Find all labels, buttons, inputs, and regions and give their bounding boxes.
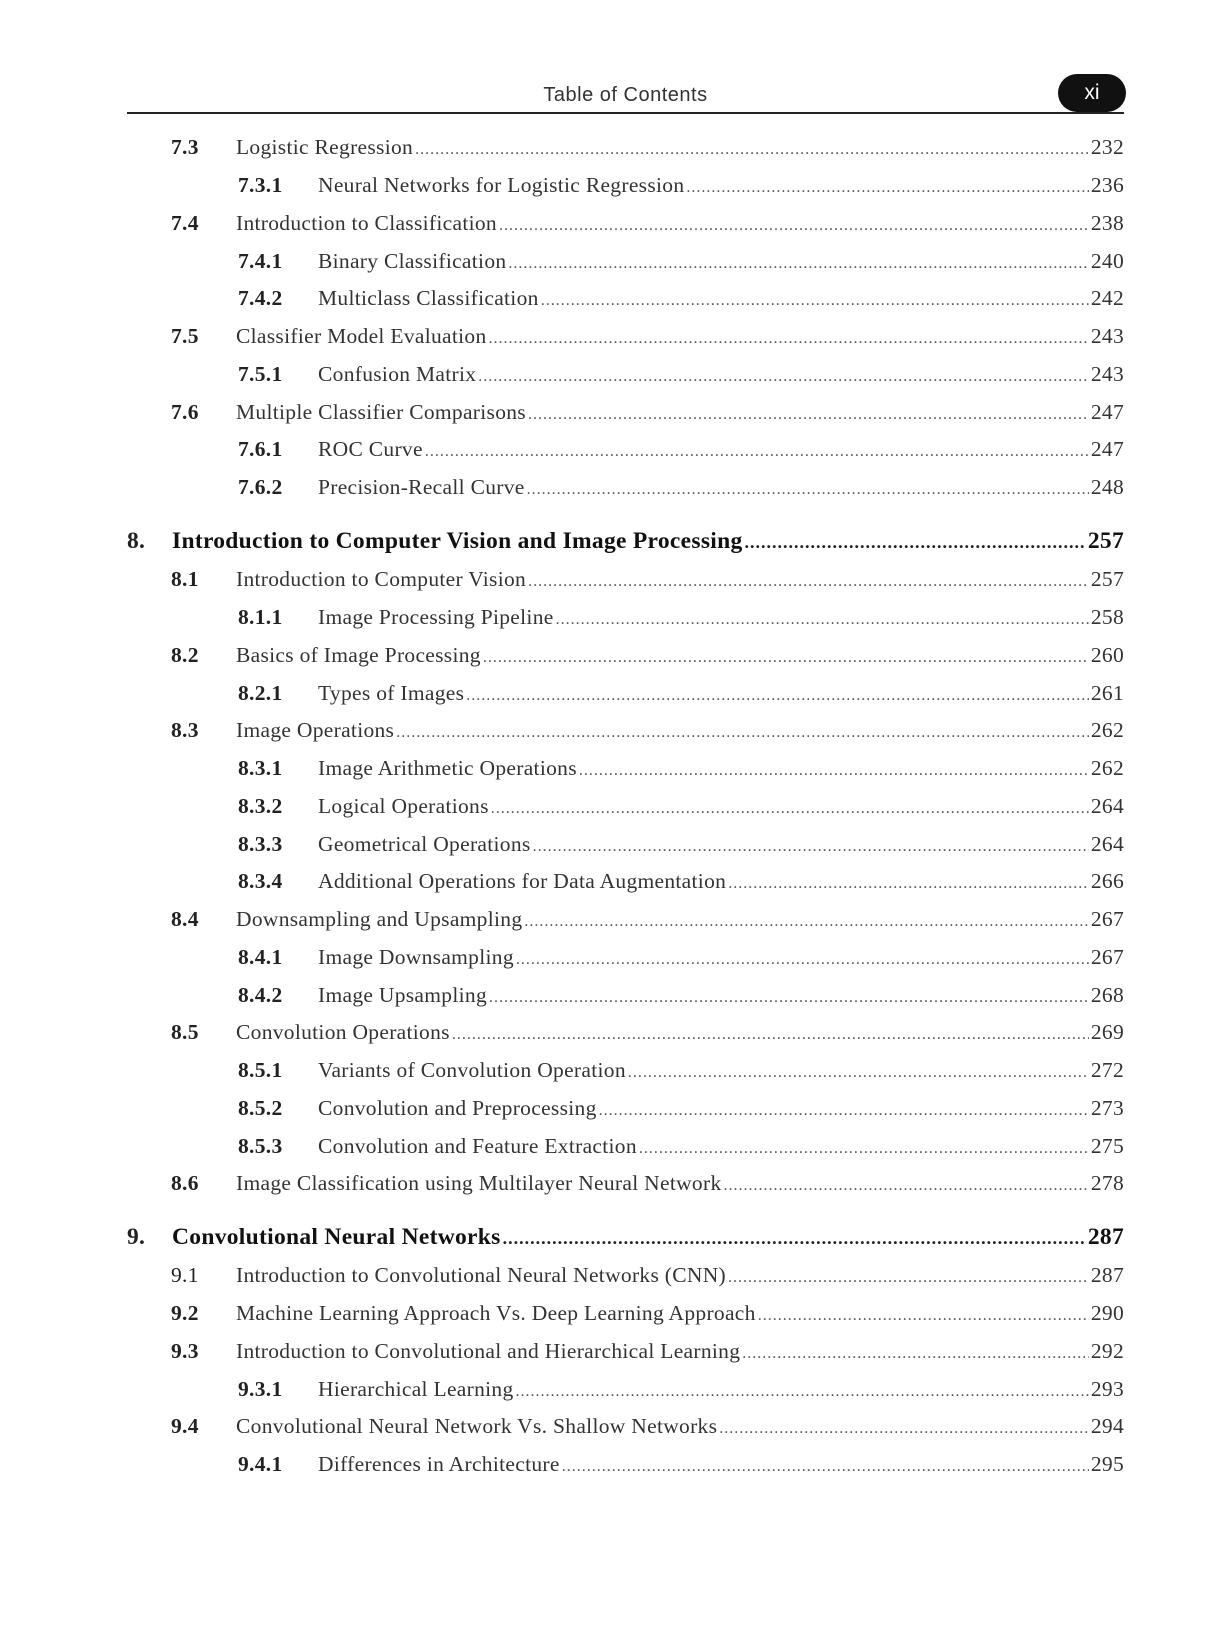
toc-entry-number: 7.3.1 xyxy=(238,173,283,197)
toc-entry-number: 9.4.1 xyxy=(238,1452,283,1476)
toc-entry-title: Confusion Matrix xyxy=(318,362,477,386)
toc-entry-title: Image Operations xyxy=(236,718,395,742)
toc-entry-number: 7.6.2 xyxy=(238,475,283,499)
toc-entry-number: 7.5 xyxy=(171,324,199,348)
dot-leader xyxy=(491,800,1089,818)
toc-entry-number: 7.6.1 xyxy=(238,437,283,461)
toc-entry-page: 264 xyxy=(1090,832,1124,856)
toc-entry-title: Convolutional Neural Network Vs. Shallow Networks xyxy=(236,1414,718,1438)
toc-entry-title: Convolution and Preprocessing xyxy=(318,1096,597,1120)
toc-entry-title: Image Arithmetic Operations xyxy=(318,756,577,780)
toc-entry-number: 9.1 xyxy=(171,1263,199,1287)
toc-entry-title: Image Downsampling xyxy=(318,945,514,969)
toc-entry-number: 7.5.1 xyxy=(238,362,283,386)
toc-entry-title: Convolution and Feature Extraction xyxy=(318,1134,637,1158)
toc-entry-number: 8.3.2 xyxy=(238,794,283,818)
toc-entry-title: Convolution Operations xyxy=(236,1020,450,1044)
dot-leader xyxy=(528,573,1089,591)
dot-leader xyxy=(541,292,1089,310)
toc-section-row xyxy=(171,567,1124,603)
toc-section-row xyxy=(238,681,1124,717)
toc-entry-page: 247 xyxy=(1090,437,1124,461)
toc-entry-title: Introduction to Computer Vision and Image Processing xyxy=(172,528,743,554)
toc-entry-number: 9.3 xyxy=(171,1339,199,1363)
toc-entry-title: Neural Networks for Logistic Regression xyxy=(318,173,685,197)
toc-entry-page: 262 xyxy=(1090,756,1124,780)
toc-section-row xyxy=(238,983,1124,1019)
toc-entry-page: 294 xyxy=(1090,1414,1124,1438)
dot-leader xyxy=(628,1064,1089,1082)
toc-entry-title: Image Processing Pipeline xyxy=(318,605,554,629)
toc-chapter-row xyxy=(127,528,1124,564)
toc-entry-number: 8.6 xyxy=(171,1171,199,1195)
toc-entry-title: Downsampling and Upsampling xyxy=(236,907,523,931)
toc-section-row xyxy=(238,1452,1124,1488)
dot-leader xyxy=(478,368,1089,386)
toc-entry-page: 248 xyxy=(1090,475,1124,499)
toc-section-row xyxy=(238,869,1124,905)
toc-section-row xyxy=(171,907,1124,943)
toc-section-row xyxy=(171,1414,1124,1450)
toc-entry-page: 236 xyxy=(1090,173,1124,197)
toc-section-row xyxy=(238,249,1124,285)
toc-entry-number: 8.2.1 xyxy=(238,681,283,705)
toc-entry-title: Variants of Convolution Operation xyxy=(318,1058,626,1082)
page-number-badge: xi xyxy=(1058,74,1126,112)
dot-leader xyxy=(579,762,1089,780)
toc-section-row xyxy=(171,1263,1124,1299)
toc-section-row xyxy=(238,1377,1124,1413)
toc-entry-page: 257 xyxy=(1087,528,1124,554)
toc-entry-page: 264 xyxy=(1090,794,1124,818)
toc-entry-page: 232 xyxy=(1090,135,1124,159)
toc-section-row xyxy=(238,605,1124,641)
toc-section-row xyxy=(171,135,1124,171)
toc-section-row xyxy=(171,1301,1124,1337)
dot-leader xyxy=(396,724,1089,742)
toc-entry-number: 8.4 xyxy=(171,907,199,931)
toc-entry-title: Hierarchical Learning xyxy=(318,1377,514,1401)
toc-section-row xyxy=(171,400,1124,436)
toc-entry-page: 267 xyxy=(1090,907,1124,931)
toc-entry-number: 8.3.1 xyxy=(238,756,283,780)
dot-leader xyxy=(639,1140,1089,1158)
toc-entry-title: Types of Images xyxy=(318,681,465,705)
toc-entry-page: 262 xyxy=(1090,718,1124,742)
toc-entry-page: 257 xyxy=(1090,567,1124,591)
toc-section-row xyxy=(171,1339,1124,1375)
toc-section-row xyxy=(238,794,1124,830)
toc-entry-number: 8.3.4 xyxy=(238,869,283,893)
dot-leader xyxy=(415,141,1089,159)
toc-entry-page: 243 xyxy=(1090,362,1124,386)
toc-entry-number: 7.4.1 xyxy=(238,249,283,273)
toc-entry-number: 8.5 xyxy=(171,1020,199,1044)
toc-section-row xyxy=(238,286,1124,322)
dot-leader xyxy=(503,1228,1086,1249)
dot-leader xyxy=(728,875,1089,893)
dot-leader xyxy=(562,1458,1089,1476)
toc-section-row xyxy=(238,832,1124,868)
toc-section-row xyxy=(171,324,1124,360)
toc-entry-title: Geometrical Operations xyxy=(318,832,531,856)
toc-entry-number: 8.1.1 xyxy=(238,605,283,629)
toc-entry-title: Introduction to Classification xyxy=(236,211,497,235)
dot-leader xyxy=(728,1269,1089,1287)
dot-leader xyxy=(556,611,1089,629)
toc-entry-title: Machine Learning Approach Vs. Deep Learning Approach xyxy=(236,1301,756,1325)
toc-entry-title: Classifier Model Evaluation xyxy=(236,324,487,348)
dot-leader xyxy=(527,481,1089,499)
toc-entry-page: 275 xyxy=(1090,1134,1124,1158)
toc-entry-number: 7.4.2 xyxy=(238,286,283,310)
dot-leader xyxy=(758,1307,1089,1325)
dot-leader xyxy=(745,532,1086,553)
dot-leader xyxy=(686,179,1088,197)
toc-section-row xyxy=(171,643,1124,679)
toc-entry-page: 240 xyxy=(1090,249,1124,273)
toc-entry-page: 258 xyxy=(1090,605,1124,629)
toc-entry-page: 272 xyxy=(1090,1058,1124,1082)
toc-entry-title: Image Classification using Multilayer Neural Network xyxy=(236,1171,722,1195)
toc-section-row xyxy=(171,718,1124,754)
dot-leader xyxy=(599,1102,1089,1120)
dot-leader xyxy=(489,989,1089,1007)
toc-section-row xyxy=(238,1096,1124,1132)
toc-section-row xyxy=(238,173,1124,209)
toc-entry-title: Multiclass Classification xyxy=(318,286,539,310)
toc-entry-page: 243 xyxy=(1090,324,1124,348)
dot-leader xyxy=(528,406,1089,424)
dot-leader xyxy=(508,255,1088,273)
toc-entry-title: Multiple Classifier Comparisons xyxy=(236,400,526,424)
toc-entry-number: 8.4.2 xyxy=(238,983,283,1007)
toc-entry-page: 247 xyxy=(1090,400,1124,424)
toc-entry-page: 293 xyxy=(1090,1377,1124,1401)
toc-entry-page: 242 xyxy=(1090,286,1124,310)
toc-entry-number: 8.5.2 xyxy=(238,1096,283,1120)
toc-section-row xyxy=(171,211,1124,247)
toc-entry-number: 8.4.1 xyxy=(238,945,283,969)
toc-entry-number: 9.4 xyxy=(171,1414,199,1438)
toc-entry-page: 290 xyxy=(1090,1301,1124,1325)
toc-entry-number: 7.4 xyxy=(171,211,199,235)
toc-section-row xyxy=(238,1134,1124,1170)
header-title: Table of Contents xyxy=(543,84,708,106)
dot-leader xyxy=(425,443,1089,461)
dot-leader xyxy=(483,649,1089,667)
toc-section-row xyxy=(238,1058,1124,1094)
dot-leader xyxy=(499,217,1089,235)
toc-entry-title: Convolutional Neural Networks xyxy=(172,1224,501,1250)
toc-entry-number: 8.3.3 xyxy=(238,832,283,856)
toc-section-row xyxy=(171,1020,1124,1056)
toc-entry-page: 295 xyxy=(1090,1452,1124,1476)
toc-section-row xyxy=(238,756,1124,792)
dot-leader xyxy=(516,1383,1089,1401)
dot-leader xyxy=(524,913,1088,931)
dot-leader xyxy=(533,838,1089,856)
toc-chapter-row xyxy=(127,1224,1124,1260)
toc-entry-page: 238 xyxy=(1090,211,1124,235)
dot-leader xyxy=(516,951,1089,969)
dot-leader xyxy=(742,1345,1089,1363)
toc-entry-page: 261 xyxy=(1090,681,1124,705)
toc-entry-page: 292 xyxy=(1090,1339,1124,1363)
toc-entry-title: Introduction to Convolutional and Hierarchical Learning xyxy=(236,1339,741,1363)
toc-entry-title: Logistic Regression xyxy=(236,135,414,159)
toc-entry-page: 287 xyxy=(1087,1224,1124,1250)
toc-section-row xyxy=(171,1171,1124,1207)
toc-entry-number: 8.3 xyxy=(171,718,199,742)
toc-entry-number: 7.6 xyxy=(171,400,199,424)
toc-entry-title: Introduction to Convolutional Neural Networks (CNN) xyxy=(236,1263,727,1287)
dot-leader xyxy=(489,330,1089,348)
toc-entry-page: 278 xyxy=(1090,1171,1124,1195)
dot-leader xyxy=(724,1177,1089,1195)
toc-entry-title: Binary Classification xyxy=(318,249,507,273)
toc-entry-title: ROC Curve xyxy=(318,437,423,461)
toc-entry-page: 269 xyxy=(1090,1020,1124,1044)
toc-entry-title: Image Upsampling xyxy=(318,983,487,1007)
toc-entry-title: Additional Operations for Data Augmentation xyxy=(318,869,727,893)
toc-entry-number: 8.2 xyxy=(171,643,199,667)
toc-entry-number: 8.1 xyxy=(171,567,199,591)
toc-entry-page: 260 xyxy=(1090,643,1124,667)
toc-entry-number: 7.3 xyxy=(171,135,199,159)
toc-entry-number: 8.5.3 xyxy=(238,1134,283,1158)
dot-leader xyxy=(452,1026,1089,1044)
dot-leader xyxy=(719,1420,1089,1438)
toc-entry-number: 8. xyxy=(127,528,146,554)
toc-entry-number: 9.2 xyxy=(171,1301,199,1325)
toc-entry-number: 8.5.1 xyxy=(238,1058,283,1082)
toc-entry-page: 273 xyxy=(1090,1096,1124,1120)
toc-entry-page: 267 xyxy=(1090,945,1124,969)
toc-section-row xyxy=(238,362,1124,398)
toc-entry-page: 268 xyxy=(1090,983,1124,1007)
toc-entry-number: 9. xyxy=(127,1224,146,1250)
toc-section-row xyxy=(238,437,1124,473)
toc-section-row xyxy=(238,945,1124,981)
toc-entry-title: Introduction to Computer Vision xyxy=(236,567,527,591)
toc-section-row xyxy=(238,475,1124,511)
toc-entry-page: 287 xyxy=(1090,1263,1124,1287)
dot-leader xyxy=(466,687,1089,705)
toc-entry-title: Precision-Recall Curve xyxy=(318,475,525,499)
toc-entry-title: Differences in Architecture xyxy=(318,1452,560,1476)
toc-entry-title: Basics of Image Processing xyxy=(236,643,481,667)
toc-entry-title: Logical Operations xyxy=(318,794,489,818)
toc-entry-number: 9.3.1 xyxy=(238,1377,283,1401)
toc-entry-page: 266 xyxy=(1090,869,1124,893)
